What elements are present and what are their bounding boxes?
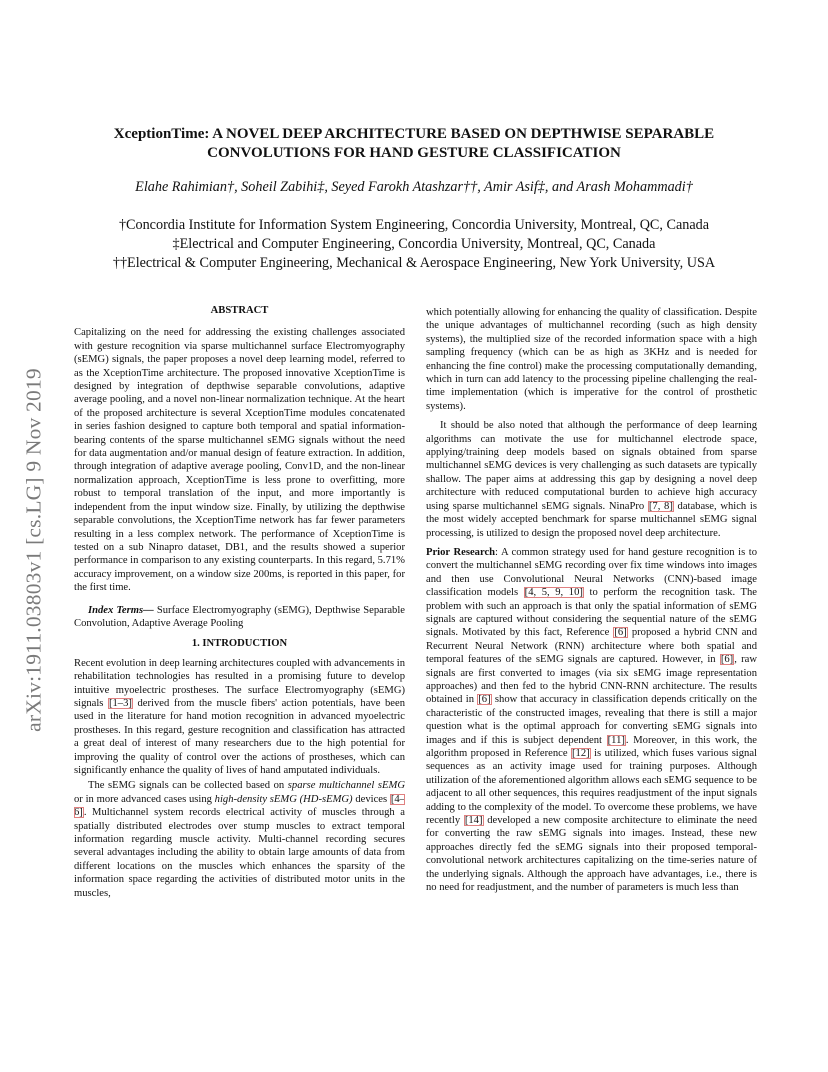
prior-research-label: Prior Research xyxy=(426,546,496,558)
affiliation-1: †Concordia Institute for Information System Engineering, Concordia University, Montreal, QC, Canada xyxy=(118,217,710,233)
intro-paragraph-2: The sEMG signals can be collected based on sparse multichannel sEMG or in more advanced cases using high-density sEMG (HD-sEMG) devices [4–6]. Multichannel system records electrical activity of muscles through a spatially distributed electrodes over stump muscles to extract temporal information regarding muscle activity. Multi-channel recording secures several advantages including the ability to obtain large amounts of data from different locations on the muscles which enhances the sparsity of the information space regarding the activities of distributed motor units in the muscles, xyxy=(74,780,405,899)
right-column xyxy=(426,306,757,894)
citation-link[interactable]: [7, 8] xyxy=(648,500,673,512)
arxiv-identifier: arXiv:1911.03803v1 [cs.LG] 9 Nov 2019 xyxy=(21,368,46,732)
citation-link[interactable]: [14] xyxy=(464,815,483,827)
introduction-heading: 1. INTRODUCTION xyxy=(191,638,288,650)
citation-link[interactable]: [6] xyxy=(478,694,491,706)
right-paragraph-1: which potentially allowing for enhancing the quality of classification. Despite the unique advantages of multichannel recording (such as high density systems), the multiplied size of the recorded information space with a high sampling frequency (which can be as high as 3KHz and is needed for enhancing the fine control) make the processing computationally demanding, which in turn can add latency to the processing pipeline challenging the real-time implementation (which is imperative for the control of prosthetic systems). xyxy=(426,307,757,412)
affiliation-2: ‡Electrical and Computer Engineering, Concordia University, Montreal, QC, Canada xyxy=(172,236,656,252)
prior-research-paragraph: Prior Research: A common strategy used for hand gesture recognition is to convert the multichannel sEMG recording over fix time windows into images and then use Convolutional Neural Networks (CNN)-based image classification models [4, 5, 9, 10] to perform the recognition task. The problem with such an approach is that only the spatial information of sEMG signals are captured without considering the sequential nature of the sEMG signals. Motivated by this fact, Reference [6] proposed a hybrid CNN and Recurrent Neural Network (RNN) architecture where both spatial and temporal features of the sEMG signals are captured. However, in [6], raw signals are first converted to images (via six sEMG image representation approaches) and then fed to the hybrid CNN-RNN architecture. The results obtained in [6] show that accuracy in classification depends critically on the characteristic of the constructed images, revealing that there is still a major question what is the optimal approach for converting sEMG signals into images and if this is subject dependent [11]. Moreover, in this work, the algorithm proposed in Reference [12] is utilized, which fuses various signal sequences as an activity image used for training purposes. Although utilization of the aforementioned algorithm allows each sEMG sequence to be adjacent to all other sequences, this requires readjustment of the input signals adding to the complexity of the model. To overcome these problems, we have recently [14] developed a new composite architecture to eliminate the need for converting the raw sEMG signals into images. Instead, these new approaches directly fed the sEMG signals into their proposed temporal-convolutional network architectures capitalizing on the time-series nature of the underlying signals. Although the approach have advantages, i.e., there is no need for readjustment, and the number of parameters is much less than xyxy=(426,546,757,894)
abstract-text: Capitalizing on the need for addressing the existing challenges associated with gesture recognition via sparse multichannel surface Electromyography (sEMG) signals, the paper proposes a novel deep learning model, referred to as the XceptionTime architecture. The proposed innovative XceptionTime is designed by integration of depthwise separable convolutions, adaptive average pooling, and a novel non-linear normalization technique. At the heart of the proposed architecture is several XceptionTime modules concatenated in series fashion designed to capture both temporal and spatial information-bearing contents of the sparse multichannel sEMG signals without the need for data augmentation and/or manual design of feature extraction. In addition, through integration of adaptive average pooling, Conv1D, and the non-linear normalization approach, XceptionTime is less prone to overfitting, more robust to temporal translation of the input, and more importantly is independent from the input window size. Finally, by utilizing the depthwise separable convolutions, the XceptionTime network has far fewer parameters resulting in a less complex network. The performance of XceptionTime is tested on a sub Ninapro dataset, DB1, and the results showed a superior performance in comparison to any existing counterparts. In this regard, 5.71% accuracy improvement, on a window size 200ms, is reported in this paper, for the first time. xyxy=(74,327,405,594)
right-paragraph-2: It should be also noted that although the performance of deep learning algorithms can motivate the use for multichannel electrode space, applying/training deep models based on signals obtained from sparse multichannel sEMG devices is very challenging as such datasets are typically shallow. The paper aims at addressing this gap by designing a novel deep architecture with reduced computational burden to achieve high accuracy using sparse multichannel sEMG signals. NinaPro [7, 8] database, which is the most widely accepted benchmark for sparse multichannel sEMG signal processing, is utilized to design the proposed novel deep architecture. xyxy=(426,420,757,539)
index-terms-label: Index Terms— xyxy=(88,604,154,616)
title-line-1: XceptionTime: A NOVEL DEEP ARCHITECTURE BASED ON DEPTHWISE SEPARABLE xyxy=(113,126,715,142)
citation-link[interactable]: [1–3] xyxy=(108,697,132,709)
title-line-2: CONVOLUTIONS FOR HAND GESTURE CLASSIFICATION xyxy=(207,145,621,161)
arxiv-sidebar xyxy=(14,290,54,810)
citation-link[interactable]: [4, 5, 9, 10] xyxy=(524,587,583,599)
index-terms-text: Surface Electromyography (sEMG), Depthwise Separable Convolution, Adaptive Average Pooling xyxy=(74,604,405,629)
paper-title xyxy=(60,125,768,163)
abstract-heading: ABSTRACT xyxy=(210,305,269,316)
citation-link[interactable]: [6] xyxy=(614,627,627,639)
citation-link[interactable]: [4–6] xyxy=(74,793,405,819)
citation-link[interactable]: [12] xyxy=(572,748,590,759)
index-terms xyxy=(74,604,405,631)
left-column xyxy=(74,304,405,900)
citation-link[interactable]: [6] xyxy=(720,654,734,666)
citation-link[interactable]: [11] xyxy=(607,734,625,746)
affiliations xyxy=(60,216,768,273)
author-list: Elahe Rahimian†, Soheil Zabihi‡, Seyed Farokh Atashzar††, Amir Asif‡, and Arash Mohammadi† xyxy=(135,179,693,195)
intro-paragraph-1: Recent evolution in deep learning architectures coupled with advancements in rehabilitation technologies has resulted in a promising future to develop intuitive myoelectric prostheses. The surface Electromyography (sEMG) signals [1–3] derived from the muscle fibers' action potentials, have been used in the literature for hand motion recognition in advanced myoelectric prostheses. In this regard, gesture recognition and classification has attracted a great deal of interest of many researchers due to the high potential for improving the quality of control over the actions of prostheses, which can significantly enhance the quality of lives of hand amputated individuals. xyxy=(74,657,405,776)
affiliation-3: ††Electrical & Computer Engineering, Mechanical & Aerospace Engineering, New York University, USA xyxy=(112,255,716,271)
